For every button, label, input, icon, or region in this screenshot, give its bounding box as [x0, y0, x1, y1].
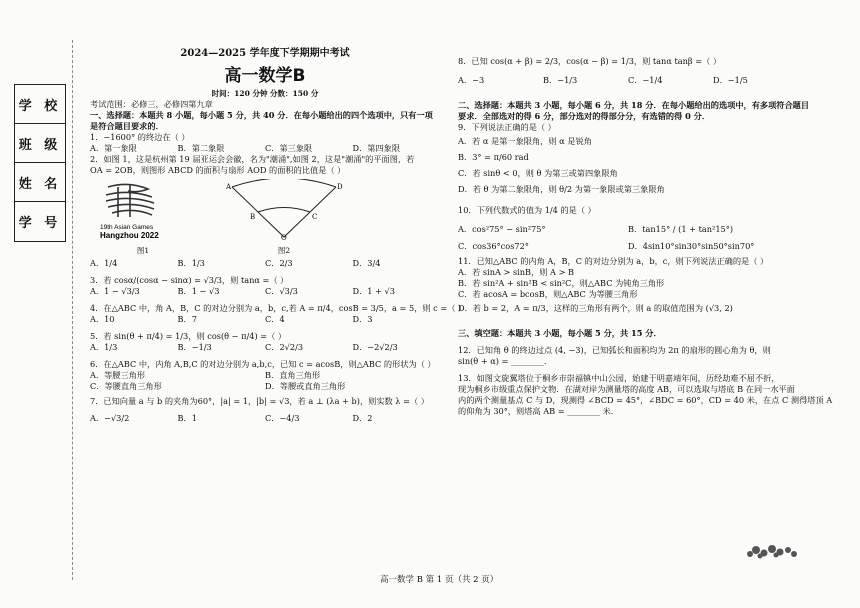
question-8-options [458, 75, 798, 86]
question-7-options [90, 413, 440, 424]
question-13-line4: 的仰角为 30°，则塔高 AB = ________ 米． [458, 406, 619, 416]
asian-games-logo-icon [98, 179, 188, 241]
option: C．√3/3 [265, 286, 298, 296]
question-1: 1．−1600° 的终边在（ ） [90, 132, 190, 142]
question-13-line2: 现为桐乡市级重点保护文物．在湖对岸为测量塔的高度 AB，可以选取与塔底 B 在同一水平面 [458, 384, 795, 394]
question-5: 5．若 sin(θ + π/4) = 1/3，则 cos(θ − π/4) =（ ） [90, 331, 287, 341]
question-11-option-b: B．若 sin²A + sin²B < sin²C，则△ABC 为钝角三角形 [458, 278, 665, 288]
option: C．−1/4 [628, 75, 663, 85]
option: A．等腰三角形 [90, 370, 146, 380]
logo-caption-1: 19th Asian Games [100, 224, 154, 231]
option: A．1/3 [90, 342, 118, 352]
option: C．等腰直角三角形 [90, 381, 162, 391]
section-1-heading-cont: 是符合题目要求的． [90, 121, 164, 131]
sector-diagram [224, 179, 344, 241]
question-2-options [90, 258, 440, 269]
label-A: A [226, 183, 232, 191]
question-9-option-a: A．若 α 是第一象限角，则 α 是锐角 [458, 136, 592, 146]
option: B．1 [177, 413, 197, 423]
school-label: 学 校 [15, 85, 65, 124]
label-B: B [250, 213, 256, 221]
label-D: D [337, 183, 343, 191]
question-9-option-c: C．若 sinθ < 0，则 θ 为第三或第四象限角 [458, 168, 618, 178]
question-9-option-d: D．若 θ 为第二象限角，则 θ/2 为第一象限或第三象限角 [458, 184, 665, 194]
question-12-cont: sin(θ + α) = ________． [458, 356, 553, 366]
option: D．1 + √3 [352, 286, 395, 296]
option: C．4 [265, 314, 285, 324]
option: A．1/4 [90, 258, 118, 268]
question-6: 6．在△ABC 中，内角 A,B,C 的对边分别为 a,b,c，已知 c = acosB，则△ABC 的形状为（ ） [90, 359, 436, 369]
option: B．第二象限 [177, 143, 225, 153]
question-4-options [90, 314, 440, 325]
student-info-box [14, 84, 66, 242]
option: B．−1/3 [543, 75, 578, 85]
label-O: O [281, 234, 287, 241]
option: B．直角三角形 [265, 370, 321, 380]
question-3-options [90, 286, 440, 297]
question-13: 13．如图文旋翼塔位于桐乡市崇福镇中山公园，始建于明嘉靖年间，历经劫难不屈不折， [458, 373, 780, 383]
option: B．−1/3 [177, 342, 212, 352]
question-6-options-row1 [90, 370, 440, 381]
name-label: 姓 名 [15, 163, 65, 202]
question-10-options-row1 [458, 224, 798, 235]
option: B．1 − √3 [177, 286, 220, 296]
binding-line [72, 40, 73, 580]
option: C．−4/3 [265, 413, 300, 423]
question-4: 4．在△ABC 中，角 A，B，C 的对边分别为 a，b，c,若 A = π/4，cosB = 3/5，a = 5，则 c =（ ） [90, 303, 467, 313]
figure-2-caption: 图2 [277, 246, 291, 255]
section-2-heading: 二、选择题：本题共 3 小题，每小题 6 分，共 18 分．在每小题给出的选项中，有多项符合题目 [458, 100, 810, 110]
option: D．3 [352, 314, 373, 324]
figure-1 [98, 179, 188, 256]
question-11-option-d: D．若 b = 2，A = π/3，这样的三角形有两个，则 a 的取值范围为 (√3, 2) [458, 303, 733, 313]
option: B．1/3 [177, 258, 205, 268]
option: C．cos36°cos72° [458, 241, 529, 251]
option: A．−3 [458, 75, 485, 85]
question-11-option-a: A．若 sinA > sinB，则 A > B [458, 267, 575, 277]
question-9-option-b: B．3° = π/60 rad [458, 152, 529, 162]
question-10: 10．下列代数式的值为 1/4 的是（ ） [458, 205, 596, 215]
left-column [90, 44, 467, 424]
option: D．−1/5 [713, 75, 748, 85]
question-7: 7．已知向量 a 与 b 的夹角为60°，|a| = 1，|b| = √3，若 a ⊥ (λa + b)，则实数 λ =（ ） [90, 396, 429, 406]
time-score-line: 时间：120 分钟 分数：150 分 [211, 89, 319, 98]
logo-caption-2: Hangzhou 2022 [100, 231, 159, 240]
question-13-line3: 内的两个测量基点 C 与 D，现测得 ∠BCD = 45°，∠BDC = 60°，CD = 40 米，在点 C 测得塔顶 A [458, 395, 833, 405]
figure-2 [224, 179, 344, 256]
page-footer: 高一数学 B 第 1 页（共 2 页） [380, 575, 499, 585]
question-11: 11．已知△ABC 的内角 A，B，C 的对边分别为 a，b，c，则下列说法正确的是（ ） [458, 256, 769, 266]
option: D．2 [352, 413, 373, 423]
question-8: 8．已知 cos(α + β) = 2/3，cos(α − β) = 1/3，则 tanα tanβ =（ ） [458, 56, 722, 66]
ink-smudge-stamp [742, 540, 802, 562]
option: D．−2√2/3 [352, 342, 398, 352]
class-label: 班 级 [15, 124, 65, 163]
option: D．等腰或直角三角形 [265, 381, 346, 391]
option: A．1 − √3/3 [90, 286, 140, 296]
question-1-options [90, 143, 440, 154]
question-3: 3．若 cosα/(cosα − sinα) = √3/3，则 tanα =（ ） [90, 275, 289, 285]
option: A．第一象限 [90, 143, 137, 153]
question-2-figures [98, 179, 440, 256]
section-3-heading: 三、填空题：本题共 3 小题，每小题 5 分，共 15 分． [458, 328, 662, 338]
question-2: 2．如图 1，这是杭州第 19 届亚运会会徽，名为"潮涌",如图 2，这是"潮涌"的平面图，若 [90, 154, 415, 164]
exam-range: 考试范围：必修三，必修四第九章 [90, 99, 213, 109]
option: C．2√2/3 [265, 342, 304, 352]
exam-subject-title: 高一数学B [224, 66, 306, 86]
question-12: 12．已知角 θ 的终边过点 (4, −3)，已知弧长和面积均为 2π 的扇形的圆心角为 θ，则 [458, 345, 771, 355]
question-2-cont: OA = 2OB，则图形 ABCD 的面积与扇形 AOD 的面积的比值是（ ） [90, 165, 346, 175]
option: B．tan15° / (1 + tan²15°) [628, 224, 734, 234]
section-2-heading-cont: 要求．全部选对的得 6 分，部分选对的得部分分，有选错的得 0 分． [458, 111, 711, 121]
question-11-option-c: C．若 acosA = bcosB，则△ABC 为等腰三角形 [458, 289, 638, 299]
option: A．cos²75° − sin²75° [458, 224, 546, 234]
section-1-heading: 一、选择题：本题共 8 小题，每小题 5 分，共 40 分．在每小题给出的四个选项中，只有一项 [90, 110, 433, 120]
figure-1-caption: 图1 [136, 246, 150, 255]
question-5-options [90, 342, 440, 353]
student-id-label: 学 号 [18, 215, 62, 231]
option: A．10 [90, 314, 115, 324]
right-column [458, 56, 833, 417]
option: D．4sin10°sin30°sin50°sin70° [628, 241, 755, 251]
option: D．第四象限 [352, 143, 401, 153]
option: D．3/4 [352, 258, 381, 268]
label-C: C [312, 213, 318, 221]
option: C．第三象限 [265, 143, 313, 153]
option: A．−√3/2 [90, 413, 130, 423]
question-9: 9．下列说法正确的是（ ） [458, 122, 556, 132]
question-6-options-row2 [90, 381, 440, 392]
option: C．2/3 [265, 258, 293, 268]
option: B．7 [177, 314, 197, 324]
question-10-options-row2 [458, 241, 798, 252]
exam-year-title: 2024—2025 学年度下学期期中考试 [180, 48, 350, 59]
